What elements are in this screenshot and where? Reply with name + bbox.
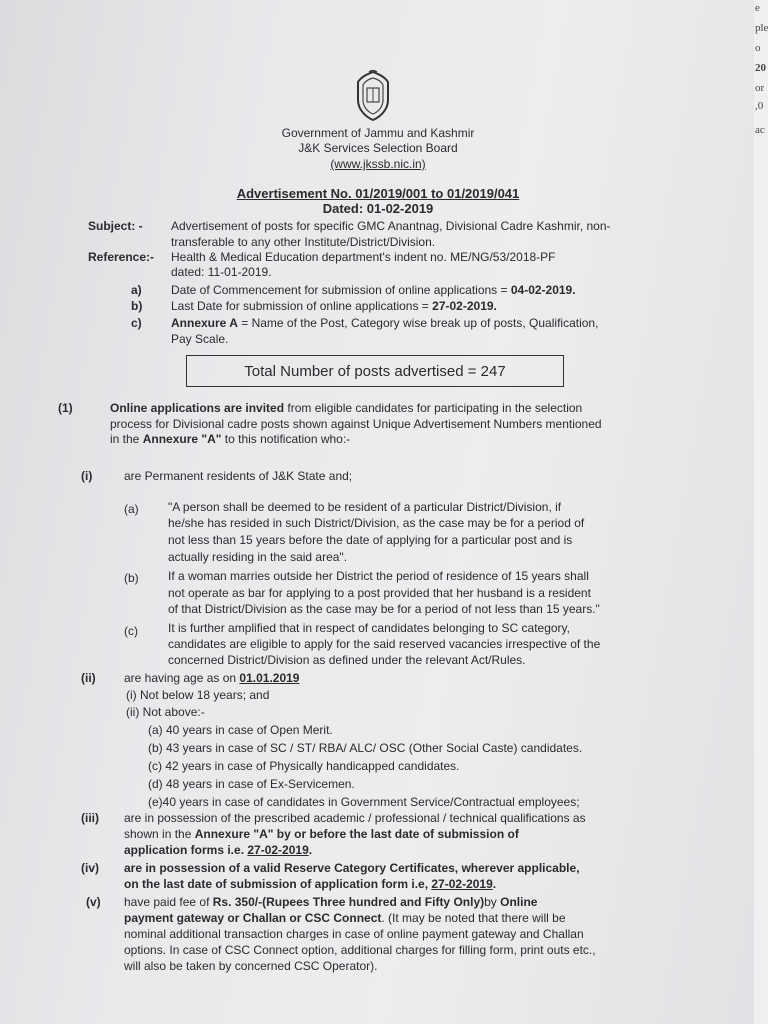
cond-i-sub-c-line: candidates are eligible to apply for the said reserved vacancies irrespective of the: [168, 637, 601, 651]
date-marker-c: c): [131, 316, 142, 330]
edge-fragment: ,0: [755, 100, 764, 112]
header-board: J&K Services Selection Board: [298, 141, 458, 155]
advertisement-number: Advertisement No. 01/2019/001 to 01/2019/041: [236, 186, 520, 201]
para-1-line-3: in the Annexure "A" to this notification who:-: [110, 432, 351, 446]
cond-v-line-2: payment gateway or Challan or CSC Connect. (It may be noted that there will be: [124, 911, 566, 925]
cond-i-sub-a-line: not less than 15 years before the date of applying for a particular post and is: [168, 533, 573, 547]
cond-i-marker: (i): [81, 469, 93, 483]
cond-ii-marker: (ii): [81, 671, 96, 685]
para-1-line-2: process for Divisional cadre posts shown against Unique Advertisement Numbers mentioned: [110, 417, 602, 431]
age-limit-item: (b) 43 years in case of SC / ST/ RBA/ ALC/ OSC (Other Social Caste) candidates.: [148, 741, 583, 755]
edge-fragment: or: [755, 82, 765, 94]
cond-iv-line-2: on the last date of submission of application form i.e, 27-02-2019.: [124, 877, 497, 891]
cond-i-sub-a-line: "A person shall be deemed to be resident of a particular District/Division, if: [168, 500, 562, 514]
para-1-marker: (1): [58, 401, 73, 415]
age-limit-item: (d) 48 years in case of Ex-Servicemen.: [148, 777, 355, 791]
total-posts-text: Total Number of posts advertised = 247: [244, 362, 506, 380]
reference-text-2: dated: 11-01-2019.: [171, 265, 272, 279]
cond-i-sub-b-marker: (b): [124, 571, 139, 585]
cond-iii-line-3: application forms i.e. 27-02-2019.: [124, 843, 313, 857]
annexure-line-2: Pay Scale.: [171, 332, 229, 346]
cond-v-line-4: options. In case of CSC Connect option, additional charges for filling form, print outs etc.,: [124, 943, 596, 957]
adjacent-page-edge: [754, 0, 768, 1024]
reference-label: Reference:-: [88, 250, 155, 264]
annexure-line: Annexure A = Name of the Post, Category wise break up of posts, Qualification,: [171, 316, 599, 330]
edge-fragment: e: [755, 2, 760, 14]
cond-i-text: are Permanent residents of J&K State and;: [124, 469, 353, 483]
date-marker-b: b): [131, 299, 143, 313]
cond-iii-line-1: are in possession of the prescribed academic / professional / technical qualifications as: [124, 811, 586, 825]
cond-i-sub-b-line: not operate as bar for applying to a post provided that her husband is a resident: [168, 586, 591, 600]
cond-i-sub-b-line: of that District/Division as the case may be for a period of not less than 15 years.": [168, 602, 600, 616]
cond-iii-line-2: shown in the Annexure "A" by or before the last date of submission of: [124, 827, 519, 841]
last-date: Last Date for submission of online applications = 27-02-2019.: [171, 299, 497, 313]
reference-text-1: Health & Medical Education department's indent no. ME/NG/53/2018-PF: [171, 250, 556, 264]
cond-i-sub-a-line: he/she has resided in such District/Division, as the case may be for a period of: [168, 516, 585, 530]
cond-iv-marker: (iv): [81, 861, 99, 875]
cond-i-sub-c-line: It is further amplified that in respect of candidates belonging to SC category,: [168, 621, 570, 635]
para-1-line-1: Online applications are invited from eligible candidates for participating in the selection: [110, 401, 583, 415]
age-min: (i) Not below 18 years; and: [126, 688, 270, 702]
age-limit-item: (e)40 years in case of candidates in Government Service/Contractual employees;: [148, 795, 580, 809]
edge-fragment: 20: [755, 62, 766, 74]
age-limit-item: (a) 40 years in case of Open Merit.: [148, 723, 333, 737]
advertisement-date: Dated: 01-02-2019: [322, 201, 434, 216]
cond-i-sub-a-line: actually residing in the said area".: [168, 550, 348, 564]
cond-v-line-1: have paid fee of Rs. 350/-(Rupees Three hundred and Fifty Only)by Online: [124, 895, 538, 909]
commencement-date: Date of Commencement for submission of online applications = 04-02-2019.: [171, 283, 576, 297]
header-website: (www.jkssb.nic.in): [330, 157, 426, 171]
cond-i-sub-c-line: concerned District/Division as defined under the relevant Act/Rules.: [168, 653, 526, 667]
total-posts-box: [186, 355, 564, 387]
cond-v-line-5: will also be taken by concerned CSC Operator).: [124, 959, 378, 973]
edge-fragment: ple: [755, 22, 768, 34]
date-marker-a: a): [131, 283, 142, 297]
state-emblem-icon: [352, 70, 394, 122]
cond-iii-marker: (iii): [81, 811, 99, 825]
cond-i-sub-c-marker: (c): [124, 624, 138, 638]
cond-v-marker: (v): [86, 895, 101, 909]
cond-i-sub-a-marker: (a): [124, 502, 139, 516]
header-government: Government of Jammu and Kashmir: [281, 126, 475, 140]
cond-ii-text: are having age as on 01.01.2019: [124, 671, 300, 685]
subject-text-1: Advertisement of posts for specific GMC Anantnag, Divisional Cadre Kashmir, non-: [171, 219, 611, 233]
edge-fragment: ac: [755, 124, 765, 136]
cond-v-line-3: nominal additional transaction charges in case of online payment gateway and Challan: [124, 927, 584, 941]
edge-fragment: o: [755, 42, 761, 54]
cond-i-sub-b-line: If a woman marries outside her District the period of residence of 15 years shall: [168, 569, 589, 583]
age-limit-item: (c) 42 years in case of Physically handicapped candidates.: [148, 759, 460, 773]
subject-text-2: transferable to any other Institute/District/Division.: [171, 235, 436, 249]
age-max-heading: (ii) Not above:-: [126, 705, 205, 719]
subject-label: Subject: -: [88, 219, 143, 233]
cond-iv-line-1: are in possession of a valid Reserve Category Certificates, wherever applicable,: [124, 861, 580, 875]
